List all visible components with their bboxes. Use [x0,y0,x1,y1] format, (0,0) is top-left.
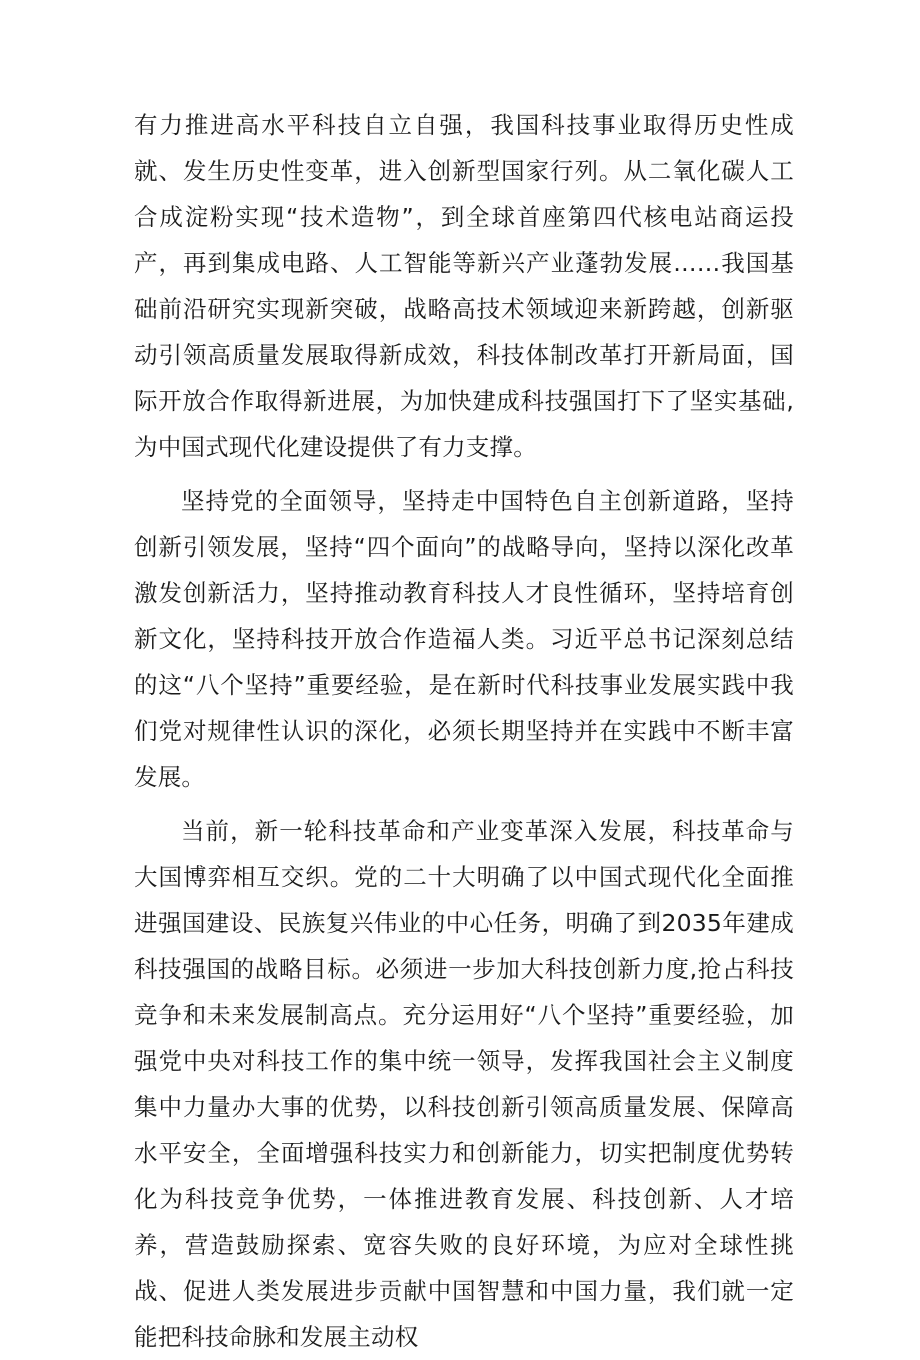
paragraph-3: 当前，新一轮科技革命和产业变革深入发展，科技革命与大国博弈相互交织。党的二十大明确了以中国式现代化全面推进强国建设、民族复兴伟业的中心任务，明确了到2035年建成科技强国的战略目标。必须进一步加大科技创新力度,抢占科技竞争和未来发展制高点。充分运用好“八个坚持”重要经验，加强党中央对科技工作的集中统一领导，发挥我国社会主义制度集中力量办大事的优势，以科技创新引领高质量发展、保障高水平安全，全面增强科技实力和创新能力，切实把制度优势转化为科技竞争优势，一体推进教育发展、科技创新、人才培养，营造鼓励探索、宽容失败的良好环境，为应对全球性挑战、促进人类发展进步贡献中国智慧和中国力量，我们就一定能把科技命脉和发展主动权 [134,817,794,1351]
paragraph-2: 坚持党的全面领导，坚持走中国特色自主创新道路，坚持创新引领发展，坚持“四个面向”的战略导向，坚持以深化改革激发创新活力，坚持推动教育科技人才良性循环，坚持培育创新文化，坚持科技开放合作造福人类。习近平总书记深刻总结的这“八个坚持”重要经验，是在新时代科技事业发展实践中我们党对规律性认识的深化，必须长期坚持并在实践中不断丰富发展。 [134,487,794,791]
paragraph-1: 有力推进高水平科技自立自强，我国科技事业取得历史性成就、发生历史性变革，进入创新型国家行列。从二氧化碳人工合成淀粉实现“技术造物”，到全球首座第四代核电站商运投产，再到集成电路、人工智能等新兴产业蓬勃发展……我国基础前沿研究实现新突破，战略高技术领域迎来新跨越，创新驱动引领高质量发展取得新成效，科技体制改革打开新局面，国际开放合作取得新进展，为加快建成科技强国打下了坚实基础,为中国式现代化建设提供了有力支撑。 [134,111,794,461]
